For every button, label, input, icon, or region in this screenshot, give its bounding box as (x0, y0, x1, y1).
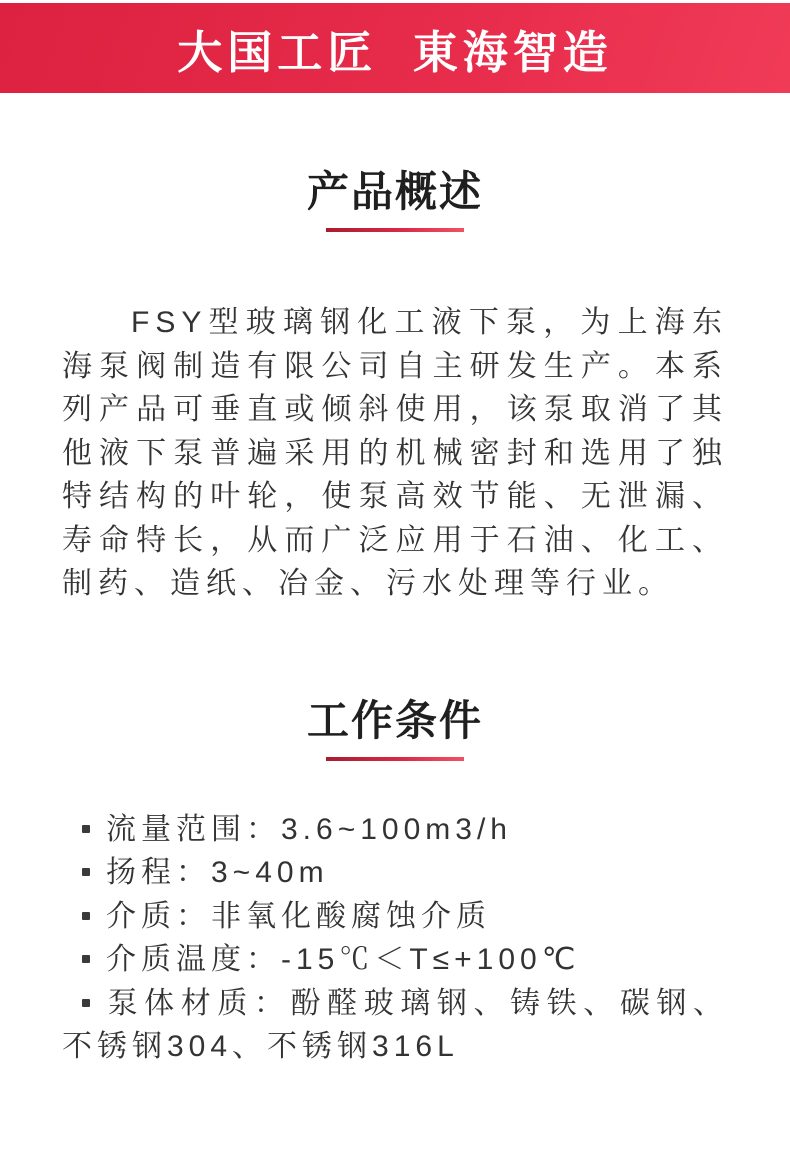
list-item-text: 流量范围：3.6~100m3/h (106, 812, 512, 846)
bullet-icon (82, 955, 90, 963)
banner-title: 大国工匠 東海智造 (177, 26, 613, 78)
conditions-list (62, 808, 728, 1069)
conditions-section (0, 808, 790, 1069)
bullet-icon (82, 868, 90, 876)
list-item (62, 808, 728, 852)
list-item-text: 泵体材质：酚醛玻璃钢、铸铁、碳钢、不锈钢304、不锈钢316L (62, 986, 728, 1063)
list-item (62, 895, 728, 939)
conditions-title: 工作条件 (306, 696, 483, 744)
overview-section-header (0, 166, 790, 232)
list-item (62, 982, 728, 1069)
bullet-icon (82, 825, 90, 833)
overview-paragraph: FSY型玻璃钢化工液下泵，为上海东海泵阀制造有限公司自主研发生产。本系列产品可垂直或倾斜使用，该泵取消了其他液下泵普遍采用的机械密封和选用了独特结构的叶轮，使泵高效节能、无泄漏、寿命特长，从而广泛应用于石油、化工、制药、造纸、冶金、污水处理等行业。 (62, 306, 728, 600)
title-underline (326, 228, 464, 232)
title-underline (326, 757, 464, 761)
overview-section (0, 301, 790, 606)
list-item-text: 介质：非氧化酸腐蚀介质 (106, 899, 491, 933)
list-item-text: 扬程：3~40m (106, 856, 329, 889)
bullet-icon (82, 912, 90, 920)
list-item (62, 851, 728, 895)
bullet-icon (82, 999, 90, 1007)
overview-title: 产品概述 (306, 168, 483, 215)
top-banner (0, 3, 790, 93)
conditions-section-header (0, 695, 790, 761)
list-item (62, 938, 728, 982)
list-item-text: 介质温度：-15℃＜T≤+100℃ (106, 943, 581, 976)
